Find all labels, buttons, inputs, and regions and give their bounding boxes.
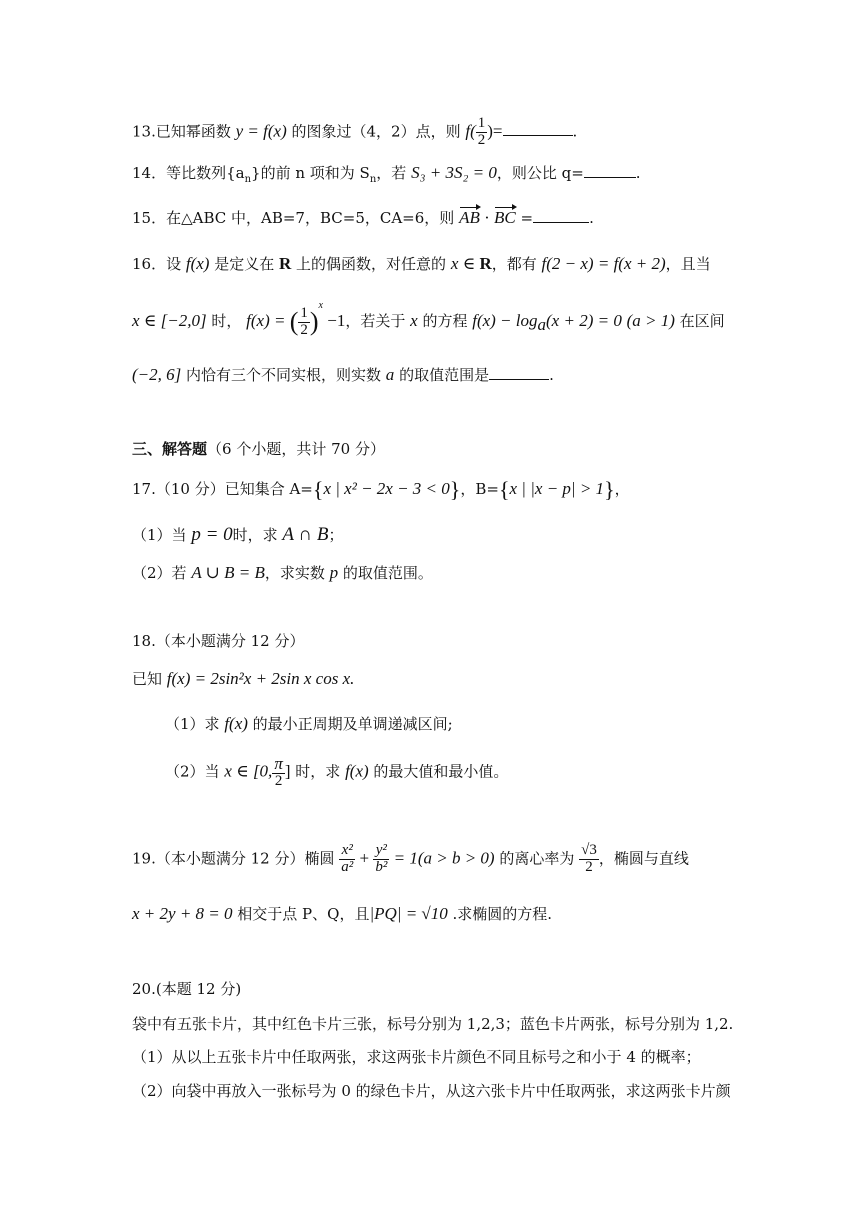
- q14-mid3: ，则公比 q=: [496, 164, 584, 182]
- q15-dot: ·: [479, 208, 495, 227]
- question-18-heading: 18.（本小题满分 12 分）: [132, 632, 305, 650]
- question-14: 14．等比数列$\{a_n\}$的前 n 项和为 $S_n$，若 S₃ + 3S₂ = 0，则公比 q= .: [132, 163, 641, 185]
- q13-prefix: 13.已知幂函数: [132, 122, 236, 141]
- question-20-body: 袋中有五张卡片，其中红色卡片三张，标号分别为 1,2,3；蓝色卡片两张，标号分别为 1,2.: [132, 1015, 734, 1033]
- question-16-line-2: x ∈ [−2,0] 时， f(x) = ( $\frac{1}{2}$ )$^x$ −1，若关于 x 的方程 $f(x) - \log_a(x + 2) = 0$ (a > 1) 在区间: [132, 300, 725, 338]
- question-19-line-2: x + 2y + 8 = 0 相交于点 P、Q，且|PQ| = √10 .求椭圆的方程.: [132, 904, 553, 923]
- right-paren: ): [309, 307, 319, 336]
- q14-prefix: 14．等比数列{a: [132, 164, 245, 182]
- q13-end: .: [572, 122, 578, 141]
- q15-vector-ab: AB: [459, 208, 480, 227]
- question-20-heading: 20.(本题 12 分): [132, 980, 242, 998]
- q14-equation: S₃ + 3S₂ = 0: [411, 163, 497, 182]
- q14-end: .: [635, 164, 641, 182]
- question-16-line-3: (−2, 6] 内恰有三个不同实根，则实数 a 的取值范围是 .: [132, 365, 554, 384]
- question-17-part-1: （1）当 p = 0时，求 A ∩ B；: [132, 524, 344, 545]
- q14-mid1: }的前 n 项和为 S: [251, 164, 370, 182]
- q16-answer-blank: [489, 378, 549, 380]
- question-18-part-1: （1）求 f(x) 的最小正周期及单调递减区间;: [165, 714, 453, 733]
- q15-prefix: 15．在△ABC 中，AB=7，BC=5，CA=6，则: [132, 209, 460, 227]
- question-18-part-2: （2）当 x ∈ [0, $\frac{\pi}{2}$ ] 时，求 f(x) 的最大值和最小值。: [165, 754, 509, 789]
- left-paren: (: [289, 307, 299, 336]
- question-15: [132, 207, 740, 228]
- q13-answer-blank: [503, 134, 573, 136]
- q15-vector-bc: BC: [494, 208, 516, 227]
- question-19-line-1: 19.（本小题满分 12 分）椭圆 $\frac{\text{x²}}{\text{a²}}$ + $\frac{\text{y²}}{\text{b²}}$ = 1(a > b > 0) 的离心率为 $\frac{√3}{2}$ ，椭圆与直线: [132, 842, 689, 875]
- question-20-part-1: （1）从以上五张卡片中任取两张，求这两张卡片颜色不同且标号之和小于 4 的概率；: [132, 1048, 701, 1066]
- q13-func: y = f(x): [235, 121, 287, 141]
- q13-fraction: $\frac{1}{2}$: [477, 115, 486, 148]
- question-13: [132, 116, 740, 149]
- question-17-part-2: （2）若 A ∪ B = B，求实数 p 的取值范围。: [132, 563, 433, 582]
- q15-end: .: [589, 209, 594, 227]
- question-20-part-2: （2）向袋中再放入一张标号为 0 的绿色卡片，从这六张卡片中任取两张，求这两张卡片颜: [132, 1082, 731, 1100]
- q14-answer-blank: [584, 176, 636, 178]
- q16-fraction: $\frac{1}{2}$: [300, 304, 308, 338]
- question-18-given: 已知 f(x) = 2sin²x + 2sin x cos x.: [132, 669, 355, 688]
- q13-expr-end: )=: [487, 121, 503, 141]
- q15-mid: =: [515, 209, 534, 227]
- q13-expr-f: f(: [465, 121, 476, 141]
- question-17-line-1: 17.（10 分）已知集合 A={x | x² − 2x − 3 < 0}，B={x | |x − p| > 1}，: [132, 477, 630, 502]
- q15-answer-blank: [533, 221, 589, 223]
- q13-mid: 的图象过（4，2）点，则: [286, 122, 466, 141]
- q14-mid2: ，若: [376, 164, 412, 182]
- question-16-line-1: 16．设 f(x) 是定义在 R 上的偶函数，对任意的 x ∈ R，都有 f(2 − x) = f(x + 2)，且当: [132, 254, 711, 273]
- section-3-heading: 三、解答题（6 个小题，共计 70 分）: [132, 440, 385, 458]
